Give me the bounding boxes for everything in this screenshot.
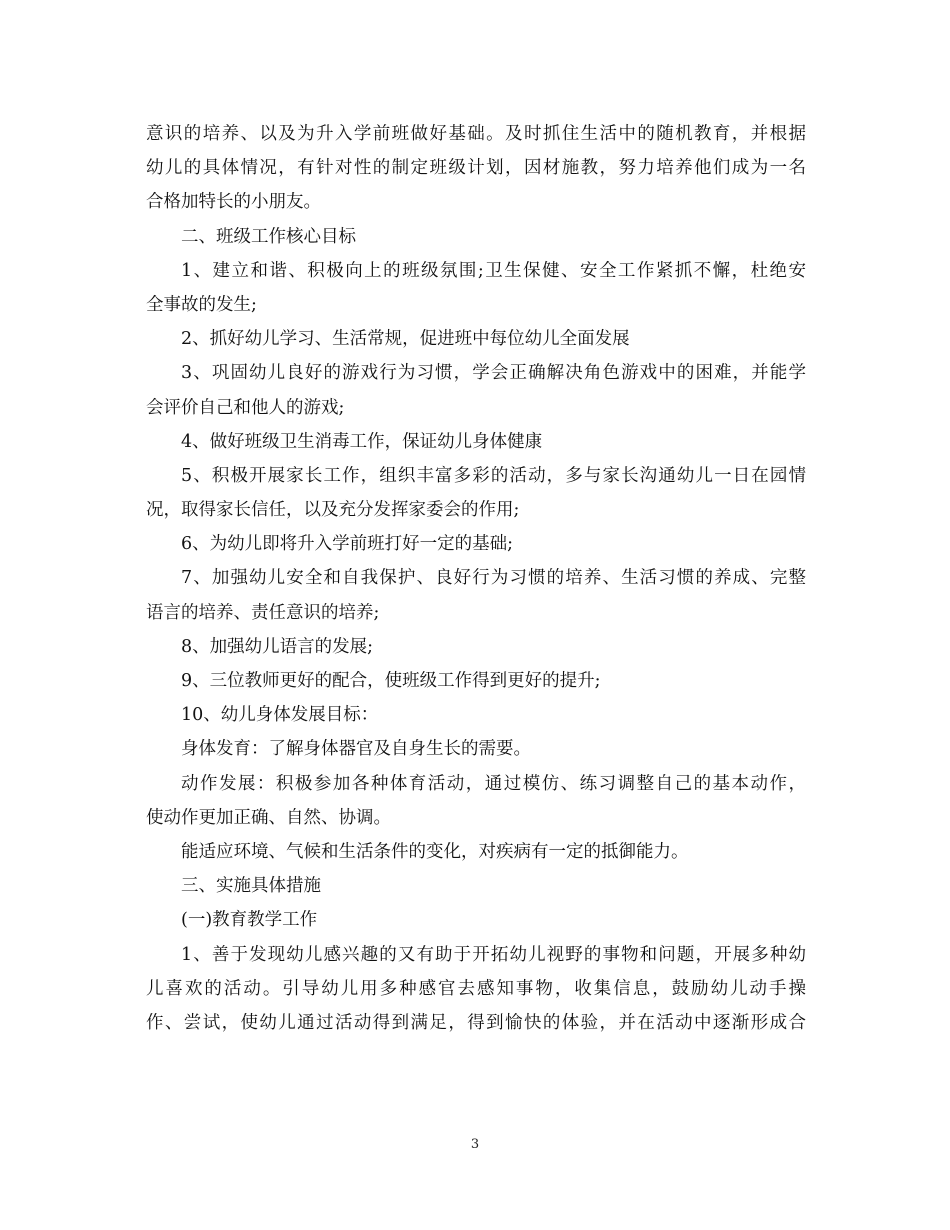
section-heading: 二、班级工作核心目标	[181, 226, 356, 247]
text-line: 8、加强幼儿语言的发展;	[181, 636, 374, 657]
text-line: 合格加特长的小朋友。	[146, 192, 321, 213]
text-line: 儿喜欢的活动。引导幼儿用多种感官去感知事物，收集信息，鼓励幼儿动手操	[146, 978, 806, 999]
section-heading: 三、实施具体措施	[181, 876, 321, 897]
text-line: 1、建立和谐、积极向上的班级氛围;卫生保健、安全工作紧抓不懈，杜绝安	[181, 260, 806, 281]
subsection-heading: (一)教育教学工作	[181, 910, 318, 931]
text-line: 会评价自己和他人的游戏;	[146, 397, 345, 418]
text-line: 6、为幼儿即将升入学前班打好一定的基础;	[181, 534, 514, 555]
text-line: 7、加强幼儿安全和自我保护、良好行为习惯的培养、生活习惯的养成、完整	[181, 568, 806, 589]
text-line: 能适应环境、气候和生活条件的变化，对疾病有一定的抵御能力。	[181, 841, 689, 862]
text-line: 幼儿的具体情况，有针对性的制定班级计划，因材施教，努力培养他们成为一名	[146, 158, 806, 179]
text-line: 动作发展：积极参加各种体育活动，通过模仿、练习调整自己的基本动作，	[181, 773, 806, 794]
text-line: 2、抓好幼儿学习、生活常规，促进班中每位幼儿全面发展	[181, 329, 630, 350]
text-line: 10、幼儿身体发展目标：	[181, 705, 379, 726]
text-line: 意识的培养、以及为升入学前班做好基础。及时抓住生活中的随机教育，并根据	[146, 124, 806, 144]
text-line: 9、三位教师更好的配合，使班级工作得到更好的提升;	[181, 671, 601, 691]
text-line: 作、尝试，使幼儿通过活动得到满足，得到愉快的体验，并在活动中逐渐形成合	[146, 1012, 806, 1033]
text-line: 身体发育：了解身体器官及自身生长的需要。	[181, 739, 531, 760]
text-line: 1、善于发现幼儿感兴趣的又有助于开拓幼儿视野的事物和问题，开展多种幼	[181, 944, 806, 965]
text-line: 况，取得家长信任，以及充分发挥家委会的作用;	[146, 500, 520, 521]
text-line: 3、巩固幼儿良好的游戏行为习惯，学会正确解决角色游戏中的困难，并能学	[181, 363, 806, 384]
body-text	[146, 117, 806, 1040]
text-line: 4、做好班级卫生消毒工作，保证幼儿身体健康	[181, 431, 543, 452]
text-line: 语言的培养、责任意识的培养;	[146, 602, 380, 623]
text-line: 使动作更加正确、自然、协调。	[146, 807, 391, 828]
text-line: 5、积极开展家长工作，组织丰富多彩的活动，多与家长沟通幼儿一日在园情	[181, 465, 806, 486]
page-number: 3	[470, 1137, 480, 1152]
text-line: 全事故的发生;	[146, 294, 257, 315]
